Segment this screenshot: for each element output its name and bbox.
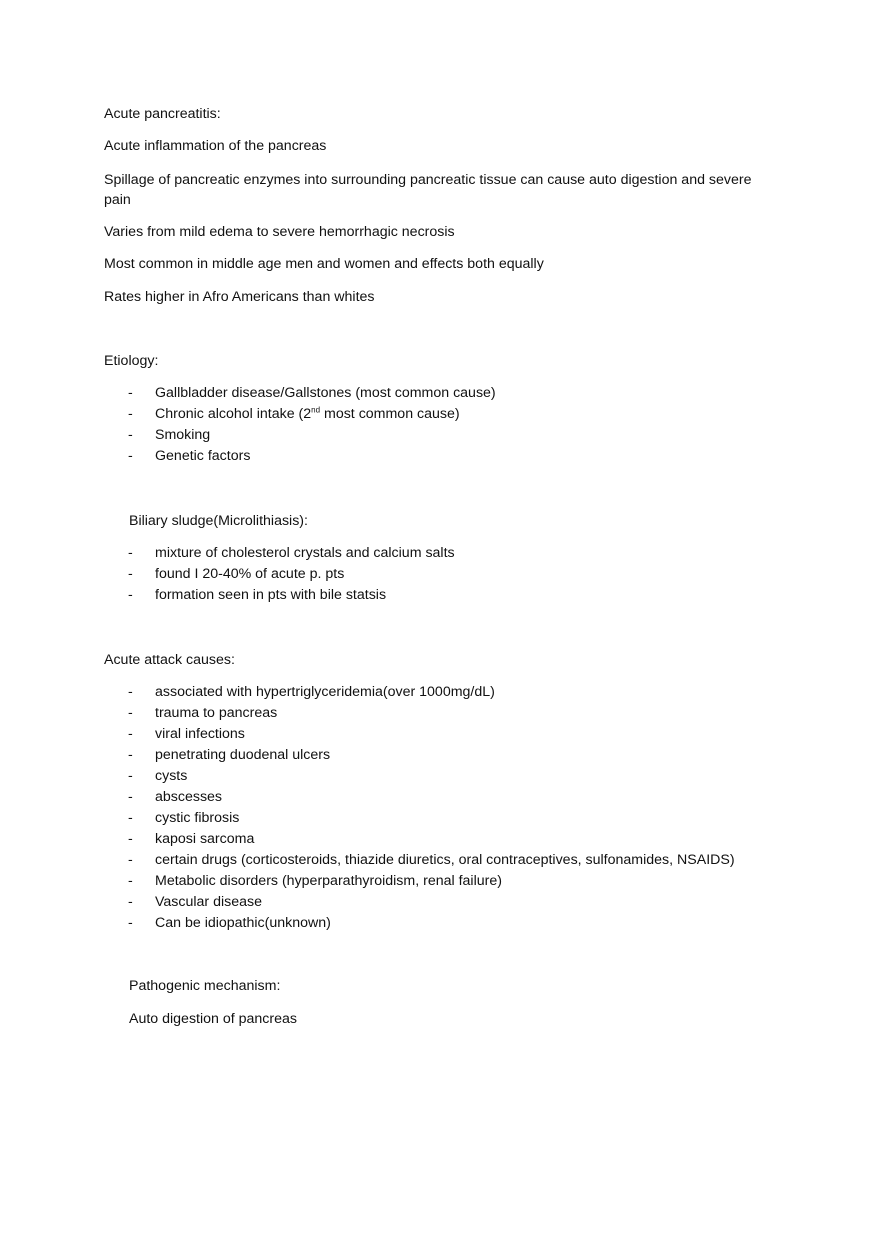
etiology-list bbox=[128, 384, 808, 468]
biliary-list bbox=[128, 544, 808, 607]
bullet-dash: - bbox=[128, 894, 133, 910]
bullet-dash: - bbox=[128, 810, 133, 826]
list-item-text: cysts bbox=[155, 768, 188, 784]
bullet-dash: - bbox=[128, 385, 133, 401]
list-item bbox=[128, 767, 808, 788]
list-item-text: Can be idiopathic(unknown) bbox=[155, 915, 331, 931]
list-item bbox=[128, 426, 808, 447]
bullet-dash: - bbox=[128, 448, 133, 464]
list-item-text: Metabolic disorders (hyperparathyroidism, renal failure) bbox=[155, 873, 502, 889]
section-heading-etiology: Etiology: bbox=[104, 353, 159, 369]
bullet-dash: - bbox=[128, 915, 133, 931]
section-heading-pathogenic: Pathogenic mechanism: bbox=[129, 978, 281, 994]
list-item-text: viral infections bbox=[155, 726, 245, 742]
acute-attack-list bbox=[128, 683, 808, 935]
list-item-text: Smoking bbox=[155, 427, 211, 443]
bullet-dash: - bbox=[128, 427, 133, 443]
bullet-dash: - bbox=[128, 873, 133, 889]
list-item bbox=[128, 405, 808, 426]
list-item bbox=[128, 809, 808, 830]
list-item bbox=[128, 830, 808, 851]
section-heading-acute-attack: Acute attack causes: bbox=[104, 652, 235, 668]
list-item-text: certain drugs (corticosteroids, thiazide diuretics, oral contraceptives, sulfonamides, NSAIDS) bbox=[155, 852, 735, 868]
list-item bbox=[128, 544, 808, 565]
list-item bbox=[128, 586, 808, 607]
paragraph-rates: Rates higher in Afro Americans than whites bbox=[104, 289, 375, 305]
list-item bbox=[128, 872, 808, 893]
paragraph-demographics: Most common in middle age men and women and effects both equally bbox=[104, 256, 544, 272]
paragraph-severity: Varies from mild edema to severe hemorrhagic necrosis bbox=[104, 224, 455, 240]
list-item-text: found I 20-40% of acute p. pts bbox=[155, 566, 345, 582]
list-item-text: penetrating duodenal ulcers bbox=[155, 747, 331, 763]
list-item-text: kaposi sarcoma bbox=[155, 831, 255, 847]
bullet-dash: - bbox=[128, 768, 133, 784]
list-item bbox=[128, 384, 808, 405]
list-item-text: abscesses bbox=[155, 789, 223, 805]
bullet-dash: - bbox=[128, 747, 133, 763]
ordinal-superscript: nd bbox=[311, 405, 321, 415]
list-item bbox=[128, 704, 808, 725]
bullet-dash: - bbox=[128, 566, 133, 582]
list-item-text: formation seen in pts with bile statsis bbox=[155, 587, 387, 603]
list-item bbox=[128, 746, 808, 767]
bullet-dash: - bbox=[128, 831, 133, 847]
list-item bbox=[128, 447, 808, 468]
list-item-text: Genetic factors bbox=[155, 448, 251, 464]
bullet-dash: - bbox=[128, 587, 133, 603]
list-item-text: Gallbladder disease/Gallstones (most common cause) bbox=[155, 385, 496, 401]
bullet-dash: - bbox=[128, 726, 133, 742]
bullet-dash: - bbox=[128, 545, 133, 561]
paragraph-pathogenic: Auto digestion of pancreas bbox=[129, 1011, 297, 1027]
list-item bbox=[128, 565, 808, 586]
list-item bbox=[128, 683, 808, 704]
bullet-dash: - bbox=[128, 789, 133, 805]
list-item bbox=[128, 725, 808, 746]
section-heading-acute-pancreatitis: Acute pancreatitis: bbox=[104, 106, 221, 122]
list-item bbox=[128, 914, 808, 935]
bullet-dash: - bbox=[128, 684, 133, 700]
list-item-text: Vascular disease bbox=[155, 894, 262, 910]
section-heading-biliary-sludge: Biliary sludge(Microlithiasis): bbox=[129, 513, 308, 529]
list-item-text: Chronic alcohol intake (2nd most common cause) bbox=[155, 405, 460, 422]
bullet-dash: - bbox=[128, 705, 133, 721]
list-item bbox=[128, 851, 808, 872]
list-item-text: mixture of cholesterol crystals and calcium salts bbox=[155, 545, 455, 561]
list-item bbox=[128, 788, 808, 809]
bullet-dash: - bbox=[128, 406, 133, 422]
list-item-text: trauma to pancreas bbox=[155, 705, 278, 721]
paragraph-definition: Acute inflammation of the pancreas bbox=[104, 138, 327, 154]
list-item-text: cystic fibrosis bbox=[155, 810, 240, 826]
list-item-text: associated with hypertriglyceridemia(over 1000mg/dL) bbox=[155, 684, 495, 700]
paragraph-spillage: Spillage of pancreatic enzymes into surrounding pancreatic tissue can cause auto digestion and severe pain bbox=[104, 172, 752, 208]
bullet-dash: - bbox=[128, 852, 133, 868]
list-item bbox=[128, 893, 808, 914]
